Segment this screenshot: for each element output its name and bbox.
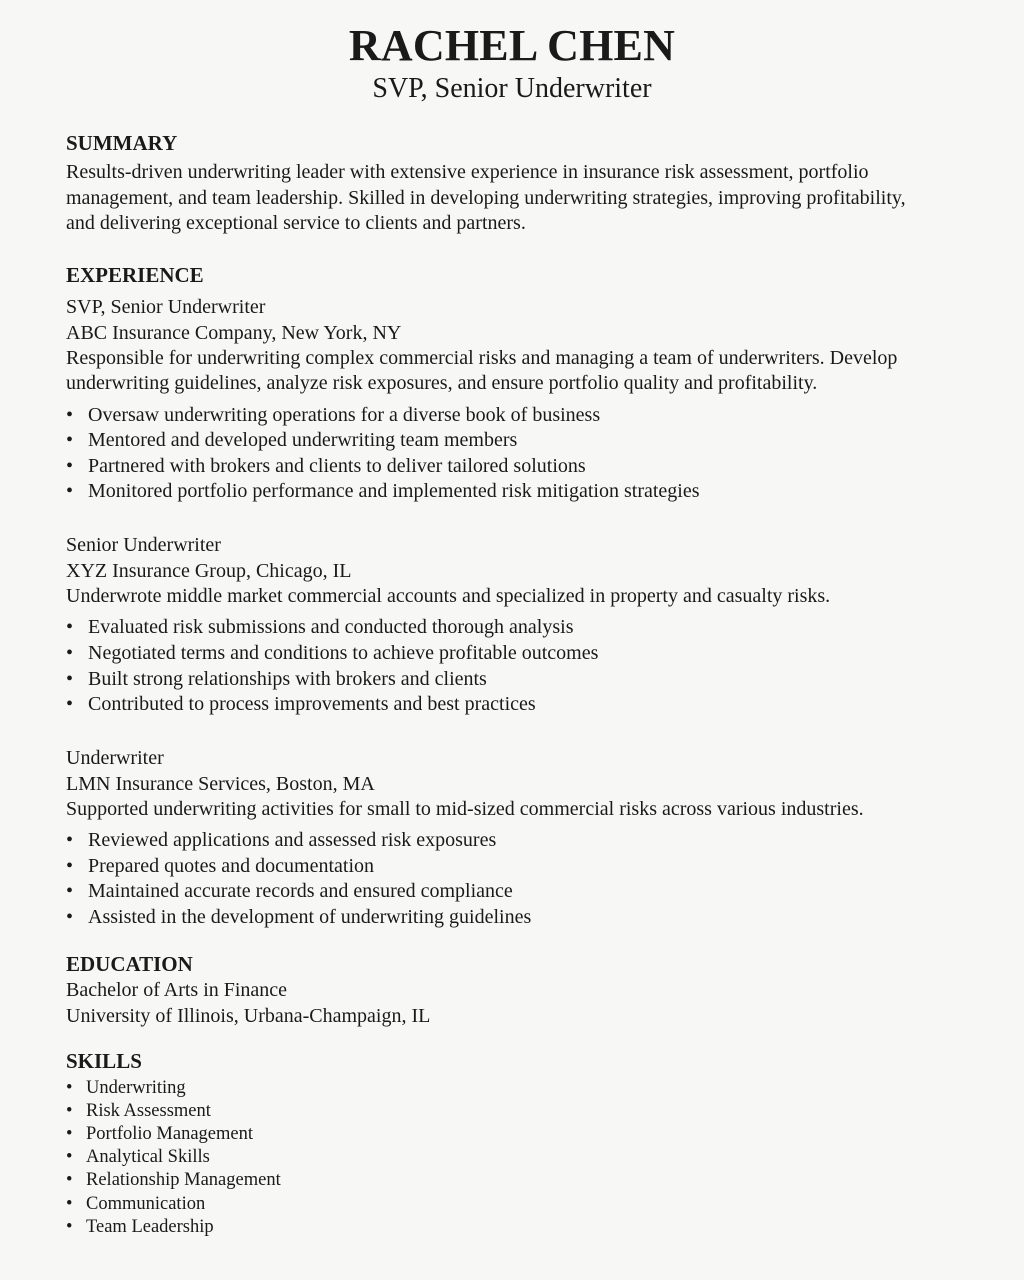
skill-item: Communication <box>86 1193 206 1214</box>
experience-section <box>66 262 932 931</box>
list-item-text: Oversaw underwriting operations for a diverse book of business <box>88 403 601 426</box>
job-description: Supported underwriting activities for small to mid-sized commercial risks across various industries. <box>66 797 864 820</box>
bullet-icon: • <box>66 829 74 852</box>
skills-heading: SKILLS <box>66 1048 142 1073</box>
bullet-icon: • <box>66 480 74 503</box>
job-entry <box>66 532 932 718</box>
education-school: University of Illinois, Urbana-Champaign, IL <box>66 1004 431 1027</box>
skill-item: Relationship Management <box>86 1170 281 1191</box>
bullet-icon: • <box>66 1216 73 1237</box>
list-item <box>66 403 932 429</box>
list-item <box>66 879 932 905</box>
list-item <box>66 1100 932 1123</box>
list-item <box>66 1077 932 1100</box>
job-company: LMN Insurance Services, Boston, MA <box>66 772 375 795</box>
candidate-title: SVP, Senior Underwriter <box>372 73 652 104</box>
list-item <box>66 1193 932 1216</box>
skill-item: Risk Assessment <box>86 1100 211 1121</box>
list-item-text: Monitored portfolio performance and implemented risk mitigation strategies <box>88 480 700 503</box>
bullet-icon: • <box>66 403 74 426</box>
list-item <box>66 428 932 454</box>
job-bullet-list <box>66 615 932 717</box>
education-heading: EDUCATION <box>66 951 193 976</box>
bullet-icon: • <box>66 641 74 664</box>
job-title: Underwriter <box>66 746 164 769</box>
list-item-text: Mentored and developed underwriting team members <box>88 429 518 452</box>
list-item <box>66 641 932 667</box>
experience-heading: EXPERIENCE <box>66 262 204 287</box>
job-bullet-list <box>66 403 932 505</box>
list-item-text: Assisted in the development of underwriting guidelines <box>88 906 532 929</box>
bullet-icon: • <box>66 1100 73 1121</box>
summary-heading: SUMMARY <box>66 131 178 155</box>
bullet-icon: • <box>66 880 74 903</box>
list-item <box>66 1169 932 1192</box>
list-item-text: Partnered with brokers and clients to deliver tailored solutions <box>88 454 586 477</box>
job-bullet-list <box>66 828 932 930</box>
list-item <box>66 692 932 718</box>
list-item <box>66 854 932 880</box>
candidate-name: RACHEL CHEN <box>348 21 676 70</box>
bullet-icon: • <box>66 667 74 690</box>
education-section <box>66 951 932 1029</box>
bullet-icon: • <box>66 693 74 716</box>
bullet-icon: • <box>66 429 74 452</box>
bullet-icon: • <box>66 616 74 639</box>
job-entry <box>66 745 932 931</box>
list-item-text: Prepared quotes and documentation <box>88 854 375 877</box>
job-description: Responsible for underwriting complex commercial risks and managing a team of underwriters. Develop underwriting guidelines, analyze risk exposures, and ensure portfolio quality and profitability. <box>66 346 898 394</box>
list-item-text: Negotiated terms and conditions to achieve profitable outcomes <box>88 641 599 664</box>
list-item-text: Contributed to process improvements and best practices <box>88 693 536 716</box>
list-item <box>66 615 932 641</box>
bullet-icon: • <box>66 1077 73 1098</box>
education-degree: Bachelor of Arts in Finance <box>66 978 288 1001</box>
bullet-icon: • <box>66 1193 73 1214</box>
list-item <box>66 1146 932 1169</box>
bullet-icon: • <box>66 854 74 877</box>
bullet-icon: • <box>66 1124 73 1145</box>
list-item <box>66 454 932 480</box>
list-item-text: Evaluated risk submissions and conducted thorough analysis <box>88 616 574 639</box>
bullet-icon: • <box>66 1170 73 1191</box>
bullet-icon: • <box>66 454 74 477</box>
resume-header <box>66 22 932 106</box>
list-item <box>66 828 932 854</box>
list-item <box>66 479 932 505</box>
bullet-icon: • <box>66 906 74 929</box>
list-item-text: Maintained accurate records and ensured compliance <box>88 880 513 903</box>
job-description: Underwrote middle market commercial accounts and specialized in property and casualty risks. <box>66 584 831 607</box>
summary-section <box>66 130 932 237</box>
skill-item: Analytical Skills <box>86 1147 210 1168</box>
list-item <box>66 1123 932 1146</box>
list-item <box>66 905 932 931</box>
job-company: ABC Insurance Company, New York, NY <box>66 321 402 344</box>
list-item-text: Built strong relationships with brokers and clients <box>88 667 487 690</box>
list-item <box>66 1216 932 1239</box>
job-company: XYZ Insurance Group, Chicago, IL <box>66 559 352 582</box>
skill-item: Team Leadership <box>86 1216 214 1237</box>
job-title: Senior Underwriter <box>66 533 221 556</box>
bullet-icon: • <box>66 1147 73 1168</box>
list-item-text: Reviewed applications and assessed risk exposures <box>88 829 497 852</box>
summary-text: Results-driven underwriting leader with extensive experience in insurance risk assessment, portfolio management, and team leadership. Skilled in developing underwriting strategies, improving profitability, and delivering exceptional service to clients and partners. <box>66 161 906 234</box>
skills-section <box>66 1048 932 1239</box>
job-title: SVP, Senior Underwriter <box>66 295 266 318</box>
skill-item: Underwriting <box>86 1077 186 1098</box>
job-entry <box>66 294 932 505</box>
skill-item: Portfolio Management <box>86 1124 253 1145</box>
skills-list <box>66 1077 932 1239</box>
list-item <box>66 667 932 693</box>
